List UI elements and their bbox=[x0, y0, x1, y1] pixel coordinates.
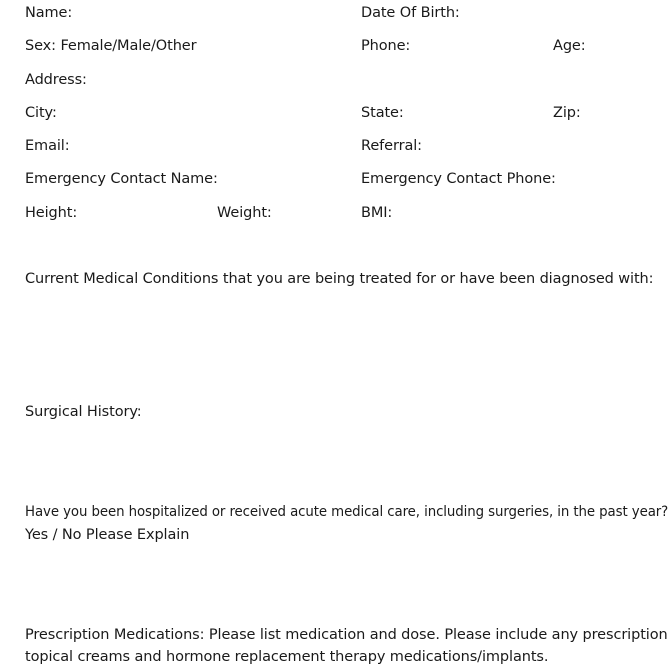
height-label: Height: bbox=[25, 205, 78, 221]
emergency-contact-phone-label: Emergency Contact Phone: bbox=[361, 171, 556, 187]
current-medical-conditions-prompt: Current Medical Conditions that you are being treated for or have been diagnosed with: bbox=[25, 271, 654, 287]
weight-label: Weight: bbox=[217, 205, 272, 221]
phone-label: Phone: bbox=[361, 38, 411, 54]
referral-label: Referral: bbox=[361, 138, 422, 154]
sex-label: Sex: Female/Male/Other bbox=[25, 38, 197, 54]
emergency-contact-name-label: Emergency Contact Name: bbox=[25, 171, 218, 187]
zip-label: Zip: bbox=[553, 105, 581, 121]
prescription-medications-line-1: Prescription Medications: Please list medication and dose. Please include any prescription bbox=[25, 627, 668, 643]
hospitalization-question: Have you been hospitalized or received acute medical care, including surgeries, in the past year? bbox=[25, 504, 669, 520]
date-of-birth-label: Date Of Birth: bbox=[361, 5, 460, 21]
city-label: City: bbox=[25, 105, 57, 121]
bmi-label: BMI: bbox=[361, 205, 393, 221]
age-label: Age: bbox=[553, 38, 586, 54]
prescription-medications-line-2: topical creams and hormone replacement therapy medications/implants. bbox=[25, 649, 549, 665]
address-label: Address: bbox=[25, 72, 87, 88]
surgical-history-label: Surgical History: bbox=[25, 404, 142, 420]
state-label: State: bbox=[361, 105, 404, 121]
email-label: Email: bbox=[25, 138, 70, 154]
hospitalization-answer-options: Yes / No Please Explain bbox=[25, 527, 190, 543]
name-label: Name: bbox=[25, 5, 73, 21]
